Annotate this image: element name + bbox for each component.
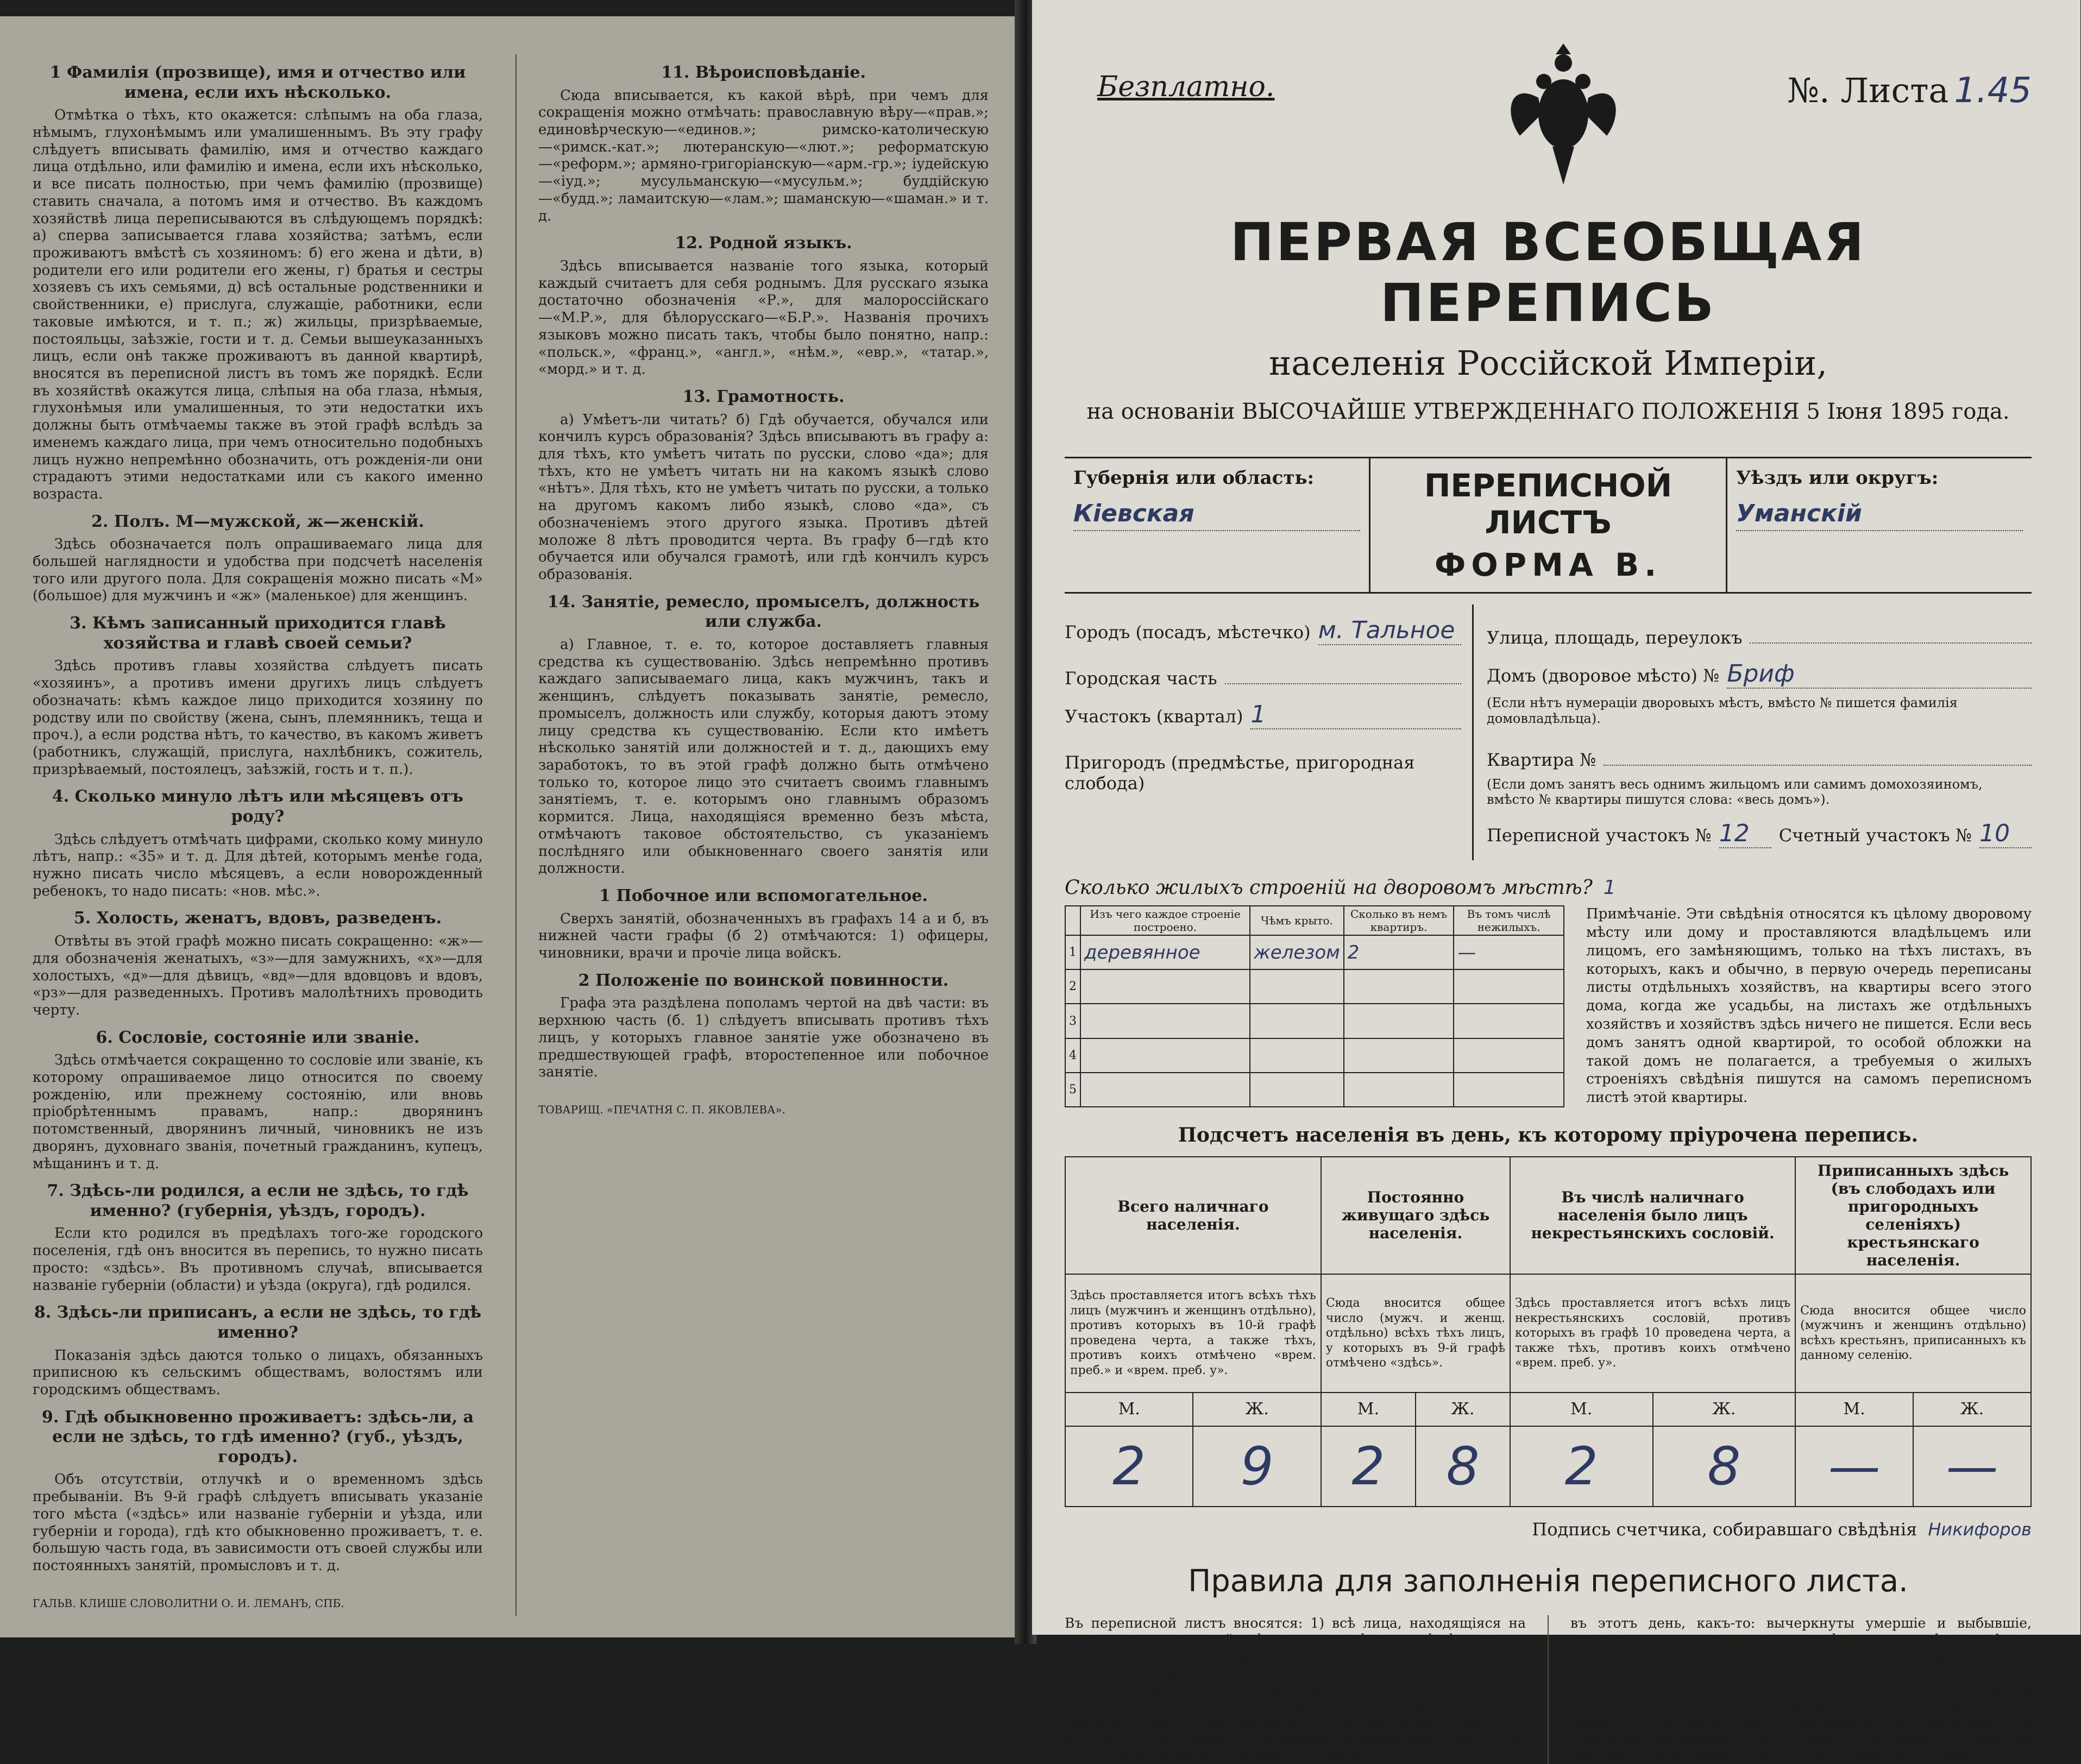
count-male-value: 2 — [1065, 1426, 1193, 1507]
section-text: Показанія здѣсь даются только о лицахъ, обязанныхъ приписною къ сельскимъ обществамъ, волостямъ или городскимъ обществамъ. — [33, 1347, 483, 1398]
uchastok-value: 1 — [1250, 701, 1461, 729]
street-field — [1487, 616, 2032, 648]
census-district-value: 12 — [1719, 820, 1771, 848]
buildings-row — [1065, 969, 1564, 1004]
address-left — [1065, 604, 1474, 860]
apartment-field — [1487, 739, 2032, 770]
uezd-block — [1727, 458, 2032, 592]
section-text: Графа эта раздѣлена пополамъ чертой на двѣ части: въ верхнюю часть (б. 1) слѣдуетъ вписывать противъ тѣхъ лицъ, у которыхъ главное занятіе уже обозначено въ предшествующей графѣ, второстепенное или побочное занятіе. — [538, 995, 989, 1081]
buildings-nonresidential — [1454, 969, 1564, 1004]
form-header — [1065, 457, 2032, 594]
buildings-col-roof: Чѣмъ крыто. — [1250, 906, 1344, 935]
section-text: Здѣсь противъ главы хозяйства слѣдуетъ писать «хозяинъ», а противъ имени другихъ лицъ слѣдуетъ обозначать: кѣмъ каждое лицо приходится хозяину по родству или по свойству (жена, сынъ, племянникъ, теща и проч.), а если родства нѣтъ, то качество, въ какомъ живетъ (работникъ, служащій, прислуга, нахлѣбникъ, сожитель, призрѣваемый, постоялецъ, заѣзжій, гость и т. п.). — [33, 658, 483, 778]
sheet-number-label: №. Листа — [1787, 71, 1949, 110]
form-name: ФОРМА В. — [1434, 546, 1662, 583]
count-female-value: 8 — [1416, 1426, 1510, 1507]
section-text: Объ отсутствіи, отлучкѣ и о временномъ здѣсь пребываніи. Въ 9-й графѣ слѣдуетъ вписывать указаніе того мѣста («здѣсь» или названіе губерніи и уѣзда, или губерніи и города), гдѣ кто обыкновенно проживаетъ, т. е. большую часть года, въ зависимости отъ своей службы или постоянныхъ занятій, промысловъ и т. д. — [33, 1471, 483, 1574]
buildings-material — [1080, 1004, 1250, 1038]
rules-body — [1065, 1615, 2032, 1764]
buildings-col-num — [1065, 906, 1080, 935]
section-text: Здѣсь вписывается названіе того языка, который каждый считаетъ для себя роднымъ. Для русскаго языка достаточно обозначенія «Р.», для малороссійскаго—«М.Р.», для бѣлорусскаго—«Б.Р.». Названія прочихъ языковъ можно писать такъ, чтобы было понятно, напр.: «польск.», «франц.», «англ.», «нѣм.», «евр.», «татар.», «морд.» и т. д. — [538, 257, 989, 378]
house-field — [1487, 660, 2032, 689]
sheet-title: ПЕРЕПИСНОЙ ЛИСТЪ — [1424, 467, 1673, 541]
gubernia-label: Губернія или область: — [1073, 467, 1315, 489]
section-title: 11. Вѣроисповѣданіе. — [661, 63, 866, 82]
count-district-label: Счетный участокъ № — [1778, 825, 1972, 846]
part-field — [1065, 657, 1461, 689]
buildings-nonresidential: — — [1454, 935, 1564, 969]
female-label: Ж. — [1653, 1393, 1796, 1426]
signature-value: Никифоров — [1928, 1519, 2032, 1540]
census-district-field — [1487, 820, 2032, 848]
rules-title: Правила для заполненія переписного листа. — [1188, 1563, 1908, 1599]
count-female-value: 8 — [1653, 1426, 1796, 1507]
apartment-note: (Если домъ занятъ весь однимъ жильцомъ или самимъ домохозяиномъ, вмѣсто № квартиры пишутся слова: «весь домъ»). — [1487, 776, 1983, 808]
section-title: 3. Кѣмъ записанный приходится главѣ хозяйства и главѣ своей семьи? — [70, 614, 446, 653]
section-title: 13. Грамотность. — [682, 387, 845, 406]
male-label: М. — [1510, 1393, 1653, 1426]
section-text: Отвѣты въ этой графѣ можно писать сокращенно: «ж»—для обозначенія женатыхъ, «з»—для замужнихъ, «х»—для холостыхъ, «д»—для дѣвицъ, «вд»—для вдовцовъ и вдовъ, «рз»—для разведенныхъ. Противъ малолѣтнихъ проводить черту. — [33, 933, 483, 1018]
part-label: Городская часть — [1065, 668, 1217, 689]
count-female-value: 9 — [1193, 1426, 1321, 1507]
census-form-page — [1032, 0, 2080, 1763]
buildings-row-number: 5 — [1065, 1073, 1080, 1107]
count-male-value: — — [1795, 1426, 1913, 1507]
section-title: 12. Родной языкъ. — [675, 234, 852, 253]
signature-label: Подпись счетчика, собиравшаго свѣдѣнія — [1532, 1519, 1917, 1540]
buildings-material — [1080, 1073, 1250, 1107]
count-male-value: 2 — [1510, 1426, 1653, 1507]
double-headed-eagle-emblem — [1498, 33, 1629, 196]
uezd-label: Уѣздъ или округъ: — [1736, 467, 1939, 489]
section-text: Здѣсь слѣдуетъ отмѣчать цифрами, сколько кому минуло лѣтъ, напр.: «35» и т. д. Для дѣтей, которымъ менѣе года, нужно писать число мѣсяцевъ, а если новорожденный ребенокъ, то надо писать: «нов. мѣс.». — [33, 831, 483, 899]
rules-column-1: Въ переписной листъ вносятся: 1) всѣ лица, находящіяся на лицо въ данномъ хозяйствѣ или квартирѣ, т. е. всѣ тѣ, которые пробыли въ данной квартирѣ ночь, предшествовавшую тому дню, къ которому пріурочивается перепись, и прибыли въ квартиру утромъ того дня, проведя ночь въ пути, безразлично кто, отъ постояннаго ли онъ жителя данной мѣстности или находится здѣсь только временно (за исключеніемъ солдатъ на постоѣ); 2) всѣ лица, обыкновенно проживающія здѣсь, но отсутствующія въ ночь на день переписи. — [1065, 1615, 1526, 1763]
house-note: (Если нѣтъ нумераціи дворовыхъ мѣстъ, вмѣсто № пишется фамилія домовладѣльца). — [1487, 695, 1958, 726]
buildings-apartments — [1344, 1004, 1454, 1038]
section-title: 7. Здѣсь-ли родился, а если не здѣсь, то гдѣ именно? (губернія, уѣздъ, городъ). — [47, 1181, 469, 1220]
uchastok-label: Участокъ (квартал) — [1065, 706, 1243, 727]
section-title: 1 Фамилія (прозвище), имя и отчество или имена, если ихъ нѣсколько. — [49, 63, 466, 102]
census-subtitle: населенія Россійской Имперіи, — [1268, 343, 1828, 383]
section-title: 2. Полъ. М—мужской, ж—женскій. — [91, 512, 424, 531]
section-title: 9. Гдѣ обыкновенно проживаетъ: здѣсь-ли, а если не здѣсь, то гдѣ именно? (губ., уѣздъ, городъ). — [41, 1407, 474, 1466]
street-value — [1750, 616, 2032, 644]
buildings-answer: 1 — [1603, 877, 1616, 899]
prigorod-label: Пригородъ (предмѣстье, пригородная слобода) — [1065, 752, 1415, 793]
uezd-value: Уманскій — [1736, 500, 2023, 531]
section-text: Здѣсь отмѣчается сокращенно то сословіе или званіе, къ которому опрашиваемое лицо относится по своему рожденію, или прежнему состоянію, или вновь пріобрѣтеннымъ правамъ, напр.: дворянинъ потомственный, дворянинъ личный, чиновникъ не изъ дворянъ, духовнаго званія, почетный гражданинъ, купецъ, мѣщанинъ и т. д. — [33, 1052, 483, 1172]
buildings-row-number: 1 — [1065, 935, 1080, 969]
buildings-col-nonresidential: Въ томъ числѣ нежилыхъ. — [1454, 906, 1564, 935]
section-title: 4. Сколько минуло лѣтъ или мѣсяцевъ отъ роду? — [52, 787, 464, 826]
part-value — [1225, 657, 1461, 684]
count-group-header: Постоянно живущаго здѣсь населенія. — [1321, 1157, 1510, 1274]
buildings-table — [1065, 905, 1564, 1107]
section-title: 2 Положеніе по воинской повинности. — [578, 971, 949, 990]
buildings-row — [1065, 935, 1564, 969]
buildings-row-number: 2 — [1065, 969, 1080, 1004]
count-district-value: 10 — [1979, 820, 2032, 848]
buildings-apartments — [1344, 969, 1454, 1004]
instructions-column-1 — [33, 54, 483, 1616]
count-group-header: Въ числѣ наличнаго населенія было лицъ некрестьянскихъ сословій. — [1510, 1157, 1795, 1274]
buildings-col-apartments: Сколько въ немъ квартиръ. — [1344, 906, 1454, 935]
instructions-column-2 — [515, 54, 989, 1616]
sheet-number — [1787, 71, 2032, 111]
buildings-material — [1080, 969, 1250, 1004]
address-right — [1474, 604, 2032, 860]
buildings-col-material: Изъ чего каждое строеніе построено. — [1080, 906, 1250, 935]
section-title: 14. Занятіе, ремесло, промыселъ, должность или служба. — [547, 592, 980, 632]
buildings-section — [1065, 905, 2032, 1107]
city-label: Городъ (посадъ, мѣстечко) — [1065, 622, 1311, 642]
section-title: 6. Сословіе, состояніе или званіе. — [96, 1028, 420, 1047]
gubernia-block — [1065, 458, 1369, 592]
uchastok-field — [1065, 701, 1461, 729]
census-title: ПЕРВАЯ ВСЕОБЩАЯ ПЕРЕПИСЬ — [1230, 212, 1866, 333]
rules-column-2: въ этотъ день, какъ-то: вычеркнуты умершіе и выбывшіе, приписаны, съ надлежащими отмѣтками во всѣхъ графахъ, родившіеся и вновь прибывшіе. Свѣдѣнія слѣдуетъ писать четко, отдѣльно о каждомъ лицѣ, чтобы вся запись умѣстилась внутри клѣтки, отнюдь не переходя за ея границы. Каждый листъ предназначенъ для записыванія свѣдѣній о десяти (10) лицахъ; если число лицъ, находящихся въ квартирѣ или хозяйствѣ, превышаетъ 10, то берется потребное количество листовъ. (Продолженіе слѣдуетъ на четвертой страницѣ). — [1548, 1615, 2032, 1764]
count-group-description: Сюда вносится общее число (мужчинъ и женщинъ отдѣльно) всѣхъ крестьянъ, приписанныхъ къ данному селенію. — [1795, 1274, 2031, 1393]
buildings-question-label: Сколько жилыхъ строеній на дворовомъ мѣстѣ? — [1065, 877, 1593, 899]
section-title: 8. Здѣсь-ли приписанъ, а если не здѣсь, то гдѣ именно? — [34, 1303, 482, 1342]
female-label: Ж. — [1913, 1393, 2031, 1426]
buildings-roof — [1250, 1038, 1344, 1073]
apartment-label: Квартира № — [1487, 749, 1596, 770]
buildings-roof — [1250, 1004, 1344, 1038]
house-label: Домъ (дворовое мѣсто) № — [1487, 665, 1720, 686]
section-text: Отмѣтка о тѣхъ, кто окажется: слѣпымъ на оба глаза, нѣмымъ, глухонѣмымъ или умалишеннымъ. Въ эту графу слѣдуетъ вписывать фамилію, имя и отчество каждаго лица отдѣльно, или фамилію и имена, если ихъ нѣсколько, и все писать полностью, при чемъ фамилію (прозвище) ставить сначала, а потомъ имя и отчество. Въ каждомъ хозяйствѣ лица переписываются въ слѣдующемъ порядкѣ: а) сперва записывается глава хозяйства; затѣмъ, если проживаютъ вмѣстѣ съ хозяиномъ: б) его жена и дѣти, в) родители его или родители его жены, г) братья и сестры хозяевъ съ ихъ семьями, д) всѣ остальные родственники и свойственники, е) прислуга, служащіе, работники, если таковые имѣются, и т. п.; ж) жильцы, призрѣваемые, постояльцы, заѣзжіе, гости и т. д. Семьи вышеуказанныхъ лицъ, если онѣ также проживаютъ въ данной квартирѣ, вносятся въ переписной листъ въ томъ же порядкѣ. Если въ хозяйствѣ окажутся лица, слѣпыя на оба глаза, нѣмыя, глухонѣмыя или умалишенныя, то эти недостатки ихъ должны быть отмѣчаемы также въ этой графѣ вслѣдъ за именемъ каждаго лица, при чемъ относительно подобныхъ лицъ нужно непремѣнно обозначить, отъ рожденія-ли они страдаютъ этими недостатками или съ какого именно возраста. — [33, 107, 483, 502]
census-basis: на основаніи ВЫСОЧАЙШЕ УТВЕРЖДЕННАГО ПОЛОЖЕНІЯ 5 Іюня 1895 года. — [1086, 399, 2010, 424]
printer-footer: ТОВАРИЩ. «ПЕЧАТНЯ С. П. ЯКОВЛЕВА». — [538, 1102, 785, 1116]
male-label: М. — [1795, 1393, 1913, 1426]
section-text: а) Умѣетъ-ли читать? б) Гдѣ обучается, обучался или кончилъ курсъ образованія? Здѣсь вписываютъ въ графу а: для тѣхъ, кто умѣетъ читать по русски, слово «да»; для тѣхъ, кто не умѣетъ читать ни на какомъ языкѣ слово «нѣтъ». Для тѣхъ, кто не умѣетъ читать по русски, а только на другомъ какомъ либо языкѣ, слово «да», съ обозначеніемъ этого другого языка. Противъ дѣтей моложе 8 лѣтъ проводится черта. Въ графу б—гдѣ кто обучается или обучался грамотѣ, или гдѣ кончилъ курсъ образованія. — [538, 411, 989, 583]
count-group-header: Всего наличнаго населенія. — [1065, 1157, 1321, 1274]
buildings-nonresidential — [1454, 1038, 1564, 1073]
buildings-apartments — [1344, 1038, 1454, 1073]
enumerator-signature — [1065, 1519, 2032, 1540]
prigorod-field — [1065, 741, 1461, 793]
census-district-label: Переписной участокъ № — [1487, 825, 1712, 846]
count-female-value: — — [1913, 1426, 2031, 1507]
section-title: 1 Побочное или вспомогательное. — [599, 886, 928, 905]
section-text: Здѣсь обозначается полъ опрашиваемаго лица для большей наглядности и удобства при подсчетѣ населенія того или другого пола. Для сокращенія можно писать «М» (большое) для мужчинъ и «ж» (маленькое) для женщинъ. — [33, 536, 483, 604]
printer-footer: ГАЛЬВ. КЛИШЕ СЛОВОЛИТНИ О. И. ЛЕМАНЪ, СПБ. — [33, 1596, 344, 1610]
buildings-nonresidential — [1454, 1004, 1564, 1038]
buildings-row — [1065, 1038, 1564, 1073]
buildings-note: Примѣчаніе. Эти свѣдѣнія относятся къ цѣлому дворовому мѣсту или дому и проставляются владѣльцемъ или лицомъ, его замѣняющимъ, только на тѣхъ листахъ, въ которыхъ, какъ и обычно, в первую очередь переписаны листы отдѣльныхъ хозяйствъ, на квартиры всего этого дома, когда же усадьбы, на листахъ же отдѣльныхъ хозяйствъ и хозяйствъ здѣсь ничего не пишется. Если весь домъ занятъ одной квартирой, то особой обложки на такой домъ не полагается, а требуемыя о жилыхъ строеніяхъ свѣдѣнія пишутся на самомъ переписномъ листѣ этой квартиры. — [1586, 906, 2032, 1106]
buildings-question — [1065, 877, 2032, 899]
buildings-row — [1065, 1073, 1564, 1107]
buildings-apartments — [1344, 1073, 1454, 1107]
female-label: Ж. — [1193, 1393, 1321, 1426]
section-text: Сюда вписывается, къ какой вѣрѣ, при чемъ для сокращенія можно отмѣчать: православную вѣру—«прав.»; единовѣрческую—«единов.»; римско-католическую—«римск.-кат.»; лютеранскую—«лют.»; реформатскую—«реформ.»; армяно-григоріанскую—«арм.-гр.»; іудейскую—«іуд.»; мусульманскую—«мусульм.»; буддійскую—«будд.»; ламаитскую—«лам.»; шаманскую—«шаман.» и т. д. — [538, 87, 989, 224]
male-label: М. — [1321, 1393, 1416, 1426]
buildings-row — [1065, 1004, 1564, 1038]
count-male-value: 2 — [1321, 1426, 1416, 1507]
house-value: Бриф — [1727, 660, 2032, 689]
street-label: Улица, площадь, переулокъ — [1487, 627, 1743, 648]
population-count-table — [1065, 1156, 2032, 1507]
buildings-roof: железом — [1250, 935, 1344, 969]
free-label: Безплатно. — [1097, 71, 1275, 103]
female-label: Ж. — [1416, 1393, 1510, 1426]
section-text: Сверхъ занятій, обозначенныхъ въ графахъ 14 а и б, въ нижней части графы (б 2) отмѣчаются: 1) офицеры, чиновники, врачи и прочіе лица войскъ. — [538, 910, 989, 962]
count-group-header: Приписанныхъ здѣсь (въ слободахъ или пригородныхъ селеніяхъ) крестьянскаго населенія. — [1795, 1157, 2031, 1274]
buildings-nonresidential — [1454, 1073, 1564, 1107]
sheet-title-block — [1369, 458, 1727, 592]
section-text: Если кто родился въ предѣлахъ того-же городского поселенія, гдѣ онъ вносится въ перепись, то нужно писать просто: «здѣсь». Въ противномъ случаѣ, вписывается названіе губерніи (области) и уѣзда (округа), гдѣ родился. — [33, 1225, 483, 1294]
buildings-row-number: 4 — [1065, 1038, 1080, 1073]
buildings-material — [1080, 1038, 1250, 1073]
count-group-description: Сюда вносится общее число (мужч. и женщ. отдѣльно) всѣхъ тѣхъ лицъ, у которыхъ въ 9-й графѣ отмѣчено «здѣсь». — [1321, 1274, 1510, 1393]
gubernia-value: Кіевская — [1073, 500, 1360, 531]
count-group-description: Здѣсь проставляется итогъ всѣхъ тѣхъ лицъ (мужчинъ и женщинъ отдѣльно), противъ которыхъ въ 10-й графѣ проведена черта, а также тѣхъ, противъ коихъ отмѣчено «врем. преб.» и «врем. преб. у». — [1065, 1274, 1321, 1393]
buildings-row-number: 3 — [1065, 1004, 1080, 1038]
male-label: М. — [1065, 1393, 1193, 1426]
sheet-number-handwritten: 1.45 — [1954, 71, 2032, 111]
left-page-instructions — [0, 16, 1016, 1637]
address-section — [1065, 604, 2032, 860]
city-field — [1065, 616, 1461, 645]
buildings-material: деревянное — [1080, 935, 1250, 969]
city-value: м. Тальное — [1318, 616, 1461, 645]
population-count-title: Подсчетъ населенія въ день, къ которому пріурочена перепись. — [1178, 1123, 1919, 1146]
section-title: 5. Холость, женатъ, вдовъ, разведенъ. — [73, 909, 442, 928]
buildings-roof — [1250, 969, 1344, 1004]
count-group-description: Здѣсь проставляется итогъ всѣхъ лицъ некрестьянскихъ сословій, противъ которыхъ въ графѣ 10 проведена черта, а также тѣхъ, противъ коихъ отмѣчено «врем. преб. у». — [1510, 1274, 1795, 1393]
section-text: а) Главное, т. е. то, которое доставляетъ главныя средства къ существованію. Здѣсь непремѣнно противъ каждаго записываемаго лица, какъ мужчинъ, такъ и женщинъ, слѣдуетъ показывать занятіе, ремесло, промыселъ, должность или службу, которыя даютъ этому лицу средства къ существованію. Если кто имѣетъ нѣсколько занятій или должностей и т. д., дающихъ ему заработокъ, то въ этой графѣ должно быть отмѣчено только то, которое лицо это считаетъ своимъ главнымъ занятіемъ, т. е. которымъ оно главнымъ образомъ кормится. Лица, находящіяся временно безъ мѣста, отмѣчаютъ таковое обстоятельство, съ указаніемъ послѣдняго или обыкновеннаго своего занятія или должности. — [538, 636, 989, 877]
buildings-roof — [1250, 1073, 1344, 1107]
buildings-apartments: 2 — [1344, 935, 1454, 969]
apartment-value — [1604, 739, 2032, 766]
